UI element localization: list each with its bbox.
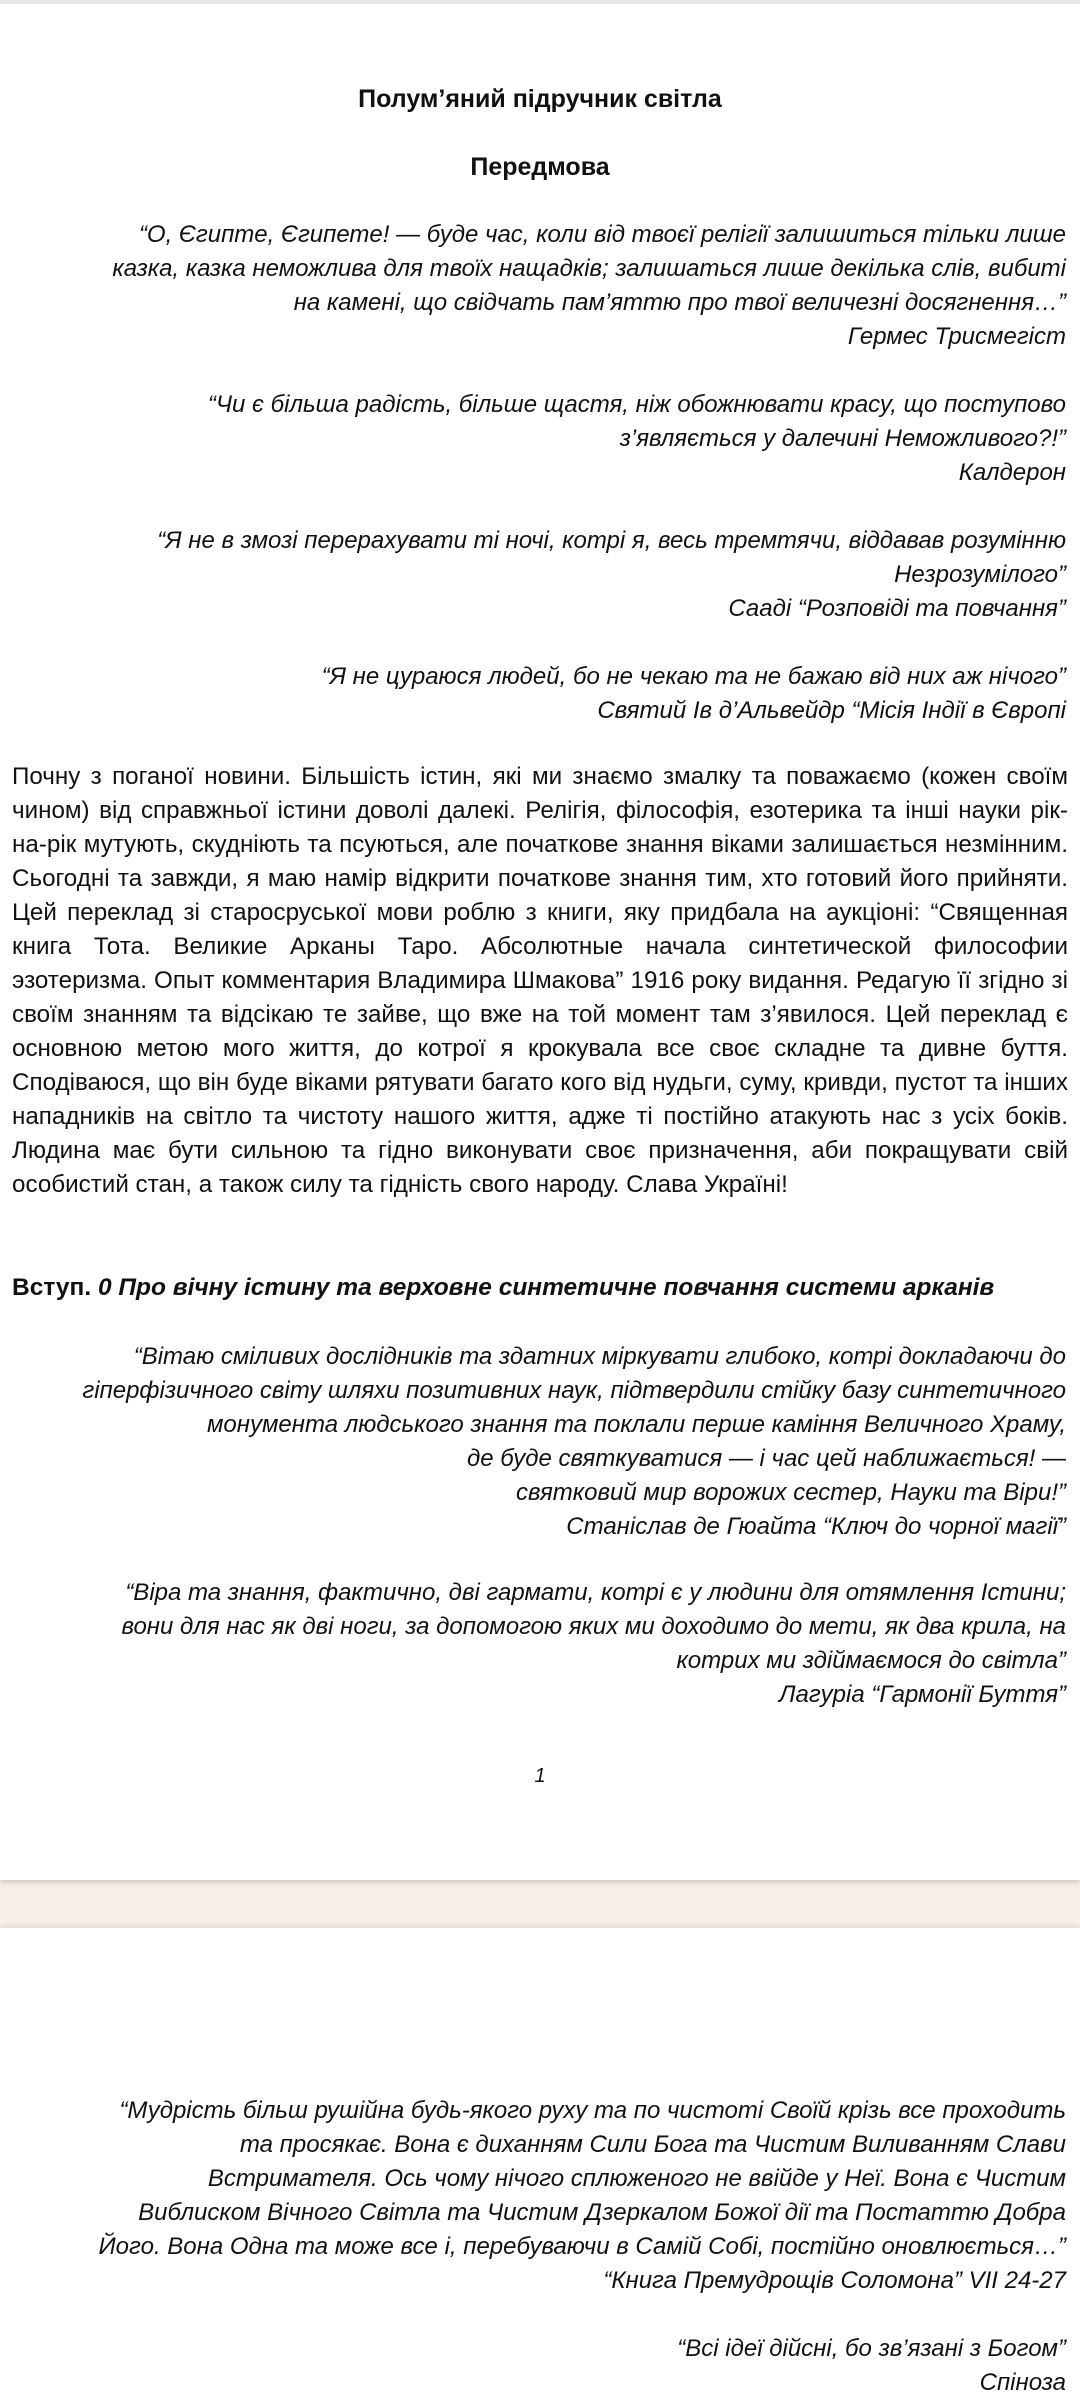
epigraph-hermes [112, 218, 1066, 354]
quote-author: Гермес Трисмегіст [847, 323, 1066, 350]
quote-line: котрих ми здіймаємося до світла” [676, 1647, 1066, 1674]
quote-line: “Віра та знання, фактично, дві гармати, котрі є у людини для отямлення Істини; [125, 1579, 1066, 1606]
document-title: Полум’яний підручник світла [358, 85, 722, 113]
quote-line: з’являється у далечині Неможливого?!” [619, 425, 1066, 452]
quote-line: “Чи є більша радість, більше щастя, ніж обожнювати красу, що поступово [207, 391, 1066, 418]
quote-author: Сааді “Розповіді та повчання” [728, 595, 1066, 622]
quote-line: Незрозумілого” [894, 561, 1066, 588]
quote-author: Лагуріа “Гармонії Буття” [779, 1681, 1066, 1708]
quote-line: Встримателя. Ось чому нічого сплюженого не ввійде у Неї. Вона є Чистим [207, 2165, 1066, 2192]
epigraph-calderon [208, 388, 1066, 490]
quote-author: “Книга Премудрощів Соломона” VII 24-27 [603, 2267, 1066, 2294]
quote-line: та просякає. Вона є диханням Сили Бога та Чистим Виливанням Слави [239, 2131, 1066, 2158]
page-top-border [0, 0, 1080, 4]
quote-author: Станіслав де Гюайта “Ключ до чорної магії” [566, 1513, 1066, 1540]
quote-line: казка, казка неможлива для твоїх нащадків; залишаться лише декілька слів, вибиті [112, 255, 1066, 282]
section-title-preface: Передмова [470, 153, 610, 181]
epigraph-saint-yves [322, 660, 1066, 728]
epigraph-lagouria [121, 1576, 1066, 1712]
quote-line: “Я не в змозі перерахувати ті ночі, котрі я, весь тремтячи, віддавав розумінню [157, 527, 1066, 554]
document-page-2 [0, 1928, 1080, 2408]
section-heading-introduction [12, 1272, 994, 1304]
epigraph-solomon [99, 2094, 1066, 2298]
quote-line: святковий мир ворожих сестер, Науки та Віри!” [515, 1479, 1066, 1506]
quote-line: “Мудрість більш рушійна будь-якого руху та по чистоті Своїй крізь все проходить [119, 2097, 1066, 2124]
quote-line: де буде святкуватися — і час цей наближається! — [467, 1445, 1066, 1472]
quote-line: Виблиском Вічного Світла та Чистим Дзеркалом Божої дії та Постаттю Добра [138, 2199, 1066, 2226]
quote-line: “Я не цураюся людей, бо не чекаю та не бажаю від них аж нічого” [321, 663, 1066, 690]
quote-line: “Всі ідеї дійсні, бо зв’язані з Богом” [677, 2335, 1066, 2362]
quote-line: вони для нас як дві ноги, за допомогою яких ми доходимо до мети, як два крила, на [121, 1613, 1066, 1640]
quote-line: “Вітаю сміливих дослідників та здатних міркувати глибоко, котрі докладаючи до [133, 1343, 1066, 1370]
section-heading-label: Вступ. [12, 1274, 92, 1301]
quote-author: Калдерон [958, 459, 1066, 486]
preface-paragraph: Почну з поганої новини. Більшість істин, які ми знаємо змалку та поважаємо (кожен своїм чином) від справжньої істини доволі далекі. Релігія, філософія, езотерика та інші науки рік-на-рік мутують, скудніють та псуються, але початкове знання віками залишається незмінним. Сьогодні та завжди, я маю намір відкрити початкове знання тим, хто готовий його прийняти. Цей переклад зі старосруської мови роблю з книги, яку придбала на аукціоні: “Священная книга Тота. Великие Арканы Таро. Абсолютные начала синтетической философии эзотеризма. Опыт комментария Владимира Шмакова” 1916 року видання. Редагую її згідно зі своїм знанням та відсікаю те зайве, що вже на той момент там з’явилося. Цей переклад є основною метою мого життя, до котрої я крокувала все своє складне та дивне буття. Сподіваюся, що він буде віками рятувати багато кого від нудьги, суму, кривди, пустот та інших нападників на світло та чистоту нашого життя, адже ті постійно атакують нас з усіх боків. Людина має бути сильною та гідно виконувати своє призначення, аби покращувати свій особистий стан, а також силу та гідність свого народу. Слава Україні! [12, 763, 1068, 1198]
quote-line: “О, Єгипте, Єгипете! — буде час, коли від твоєї релігії залишиться тільки лише [138, 221, 1066, 248]
page-number: 1 [534, 1765, 546, 1787]
quote-author: Спіноза [979, 2369, 1066, 2396]
quote-author: Святий Ів д’Альвейдр “Місія Індії в Європі [597, 697, 1066, 724]
quote-line: Його. Вона Одна та може все і, перебуваючи в Самій Собі, постійно оновлюється…” [98, 2233, 1066, 2260]
quote-line: на камені, що свідчать пам’яттю про твої величезні досягнення…” [293, 289, 1066, 316]
quote-line: гіперфізичного світу шляхи позитивних наук, підтвердили стійку базу синтетичного [82, 1377, 1066, 1404]
section-heading-text: 0 Про вічну істину та верховне синтетичне повчання системи арканів [97, 1274, 995, 1301]
quote-line: монумента людського знання та поклали перше каміння Величного Храму, [206, 1411, 1066, 1438]
epigraph-saadi [157, 524, 1066, 626]
epigraph-guaita [82, 1340, 1066, 1544]
epigraph-spinoza [677, 2332, 1066, 2400]
